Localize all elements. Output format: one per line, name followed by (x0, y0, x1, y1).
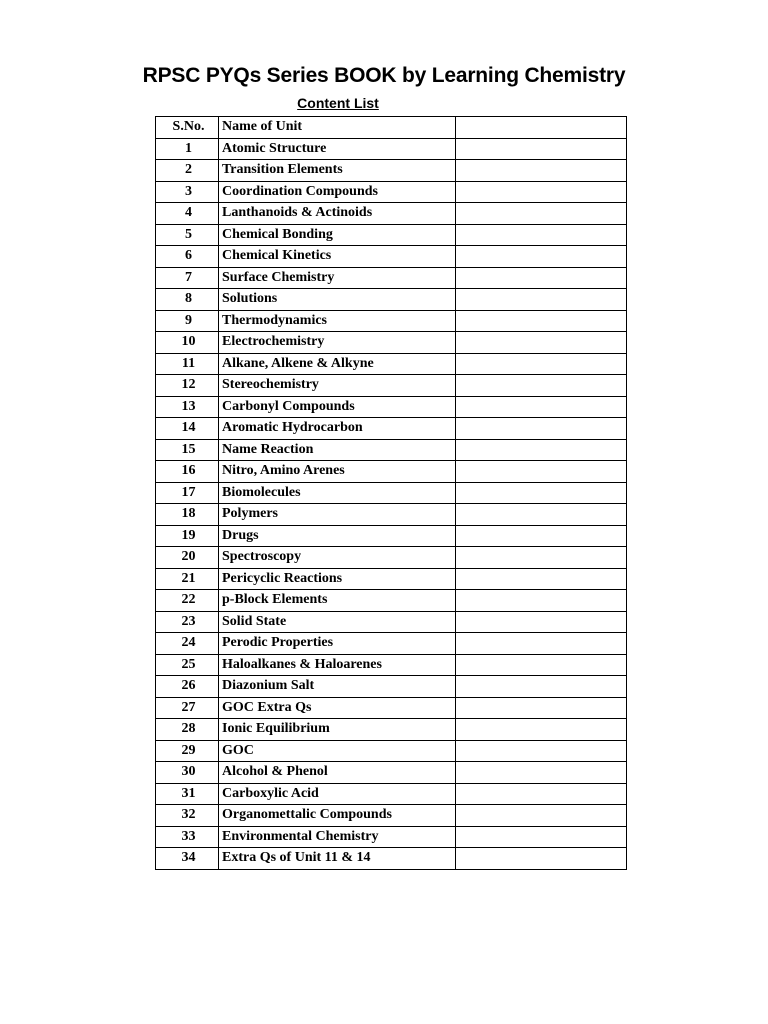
table-row (156, 418, 627, 440)
row-blank-cell (456, 547, 627, 569)
row-unit-name: Alkane, Alkene & Alkyne (219, 353, 456, 375)
table-row (156, 547, 627, 569)
table-row (156, 740, 627, 762)
table-row (156, 375, 627, 397)
row-unit-name: Electrochemistry (219, 332, 456, 354)
table-row (156, 289, 627, 311)
row-unit-name: GOC Extra Qs (219, 697, 456, 719)
row-sno: 30 (156, 762, 219, 784)
table-row (156, 826, 627, 848)
row-blank-cell (456, 719, 627, 741)
row-unit-name: Extra Qs of Unit 11 & 14 (219, 848, 456, 870)
row-sno: 28 (156, 719, 219, 741)
row-unit-name: Carbonyl Compounds (219, 396, 456, 418)
row-blank-cell (456, 525, 627, 547)
row-sno: 16 (156, 461, 219, 483)
row-sno: 31 (156, 783, 219, 805)
row-unit-name: Spectroscopy (219, 547, 456, 569)
table-row (156, 310, 627, 332)
table-row (156, 568, 627, 590)
row-sno: 12 (156, 375, 219, 397)
table-row (156, 611, 627, 633)
row-unit-name: Chemical Bonding (219, 224, 456, 246)
row-unit-name: Solid State (219, 611, 456, 633)
row-blank-cell (456, 138, 627, 160)
table-row (156, 676, 627, 698)
row-sno: 27 (156, 697, 219, 719)
table-row (156, 590, 627, 612)
row-unit-name: Environmental Chemistry (219, 826, 456, 848)
row-blank-cell (456, 482, 627, 504)
table-row (156, 224, 627, 246)
table-row (156, 181, 627, 203)
row-blank-cell (456, 633, 627, 655)
row-sno: 1 (156, 138, 219, 160)
row-unit-name: Organomettalic Compounds (219, 805, 456, 827)
row-blank-cell (456, 267, 627, 289)
row-unit-name: Ionic Equilibrium (219, 719, 456, 741)
table-row (156, 353, 627, 375)
row-sno: 17 (156, 482, 219, 504)
row-blank-cell (456, 568, 627, 590)
row-blank-cell (456, 676, 627, 698)
row-blank-cell (456, 805, 627, 827)
row-unit-name: Chemical Kinetics (219, 246, 456, 268)
row-blank-cell (456, 504, 627, 526)
table-header-row (156, 117, 627, 139)
table-row (156, 138, 627, 160)
row-blank-cell (456, 740, 627, 762)
row-unit-name: Solutions (219, 289, 456, 311)
row-blank-cell (456, 461, 627, 483)
row-unit-name: Drugs (219, 525, 456, 547)
table-row (156, 439, 627, 461)
row-sno: 19 (156, 525, 219, 547)
row-unit-name: Nitro, Amino Arenes (219, 461, 456, 483)
table-row (156, 805, 627, 827)
row-blank-cell (456, 353, 627, 375)
row-unit-name: Coordination Compounds (219, 181, 456, 203)
row-blank-cell (456, 203, 627, 225)
table-row (156, 525, 627, 547)
row-sno: 29 (156, 740, 219, 762)
row-unit-name: Surface Chemistry (219, 267, 456, 289)
table-row (156, 504, 627, 526)
header-blank (456, 117, 627, 139)
row-sno: 2 (156, 160, 219, 182)
row-sno: 13 (156, 396, 219, 418)
row-sno: 3 (156, 181, 219, 203)
table-row (156, 332, 627, 354)
row-unit-name: Alcohol & Phenol (219, 762, 456, 784)
row-unit-name: Biomolecules (219, 482, 456, 504)
row-unit-name: Perodic Properties (219, 633, 456, 655)
row-unit-name: GOC (219, 740, 456, 762)
table-body (156, 138, 627, 869)
row-unit-name: Stereochemistry (219, 375, 456, 397)
row-blank-cell (456, 181, 627, 203)
content-list-heading: Content List (297, 95, 379, 111)
table-row (156, 461, 627, 483)
table-row (156, 267, 627, 289)
table-row (156, 246, 627, 268)
row-sno: 18 (156, 504, 219, 526)
row-blank-cell (456, 246, 627, 268)
row-sno: 5 (156, 224, 219, 246)
row-sno: 7 (156, 267, 219, 289)
row-blank-cell (456, 375, 627, 397)
row-unit-name: Transition Elements (219, 160, 456, 182)
row-sno: 6 (156, 246, 219, 268)
table-row (156, 654, 627, 676)
row-unit-name: Carboxylic Acid (219, 783, 456, 805)
row-sno: 24 (156, 633, 219, 655)
row-unit-name: Polymers (219, 504, 456, 526)
row-blank-cell (456, 783, 627, 805)
row-unit-name: Aromatic Hydrocarbon (219, 418, 456, 440)
row-blank-cell (456, 396, 627, 418)
row-blank-cell (456, 224, 627, 246)
row-blank-cell (456, 654, 627, 676)
row-blank-cell (456, 332, 627, 354)
row-unit-name: Atomic Structure (219, 138, 456, 160)
table-row (156, 396, 627, 418)
row-sno: 25 (156, 654, 219, 676)
row-sno: 22 (156, 590, 219, 612)
table-row (156, 203, 627, 225)
table-row (156, 719, 627, 741)
row-blank-cell (456, 160, 627, 182)
row-sno: 26 (156, 676, 219, 698)
row-sno: 14 (156, 418, 219, 440)
table-row (156, 697, 627, 719)
row-blank-cell (456, 848, 627, 870)
table-row (156, 783, 627, 805)
row-sno: 9 (156, 310, 219, 332)
row-blank-cell (456, 697, 627, 719)
header-sno: S.No. (156, 117, 219, 139)
row-blank-cell (456, 762, 627, 784)
row-blank-cell (456, 439, 627, 461)
row-unit-name: Pericyclic Reactions (219, 568, 456, 590)
table-row (156, 633, 627, 655)
row-unit-name: Lanthanoids & Actinoids (219, 203, 456, 225)
row-sno: 20 (156, 547, 219, 569)
table-row (156, 482, 627, 504)
row-blank-cell (456, 611, 627, 633)
row-blank-cell (456, 590, 627, 612)
row-blank-cell (456, 826, 627, 848)
row-sno: 33 (156, 826, 219, 848)
header-unit-name: Name of Unit (219, 117, 456, 139)
row-sno: 34 (156, 848, 219, 870)
table-row (156, 762, 627, 784)
row-unit-name: Thermodynamics (219, 310, 456, 332)
row-blank-cell (456, 418, 627, 440)
row-blank-cell (456, 289, 627, 311)
row-sno: 8 (156, 289, 219, 311)
row-unit-name: Name Reaction (219, 439, 456, 461)
content-table (155, 116, 627, 870)
document-title: RPSC PYQs Series BOOK by Learning Chemistry (142, 64, 626, 87)
row-sno: 4 (156, 203, 219, 225)
row-sno: 11 (156, 353, 219, 375)
row-sno: 21 (156, 568, 219, 590)
row-sno: 10 (156, 332, 219, 354)
row-blank-cell (456, 310, 627, 332)
row-unit-name: p-Block Elements (219, 590, 456, 612)
row-sno: 23 (156, 611, 219, 633)
table-row (156, 848, 627, 870)
table-row (156, 160, 627, 182)
row-unit-name: Haloalkanes & Haloarenes (219, 654, 456, 676)
row-unit-name: Diazonium Salt (219, 676, 456, 698)
row-sno: 32 (156, 805, 219, 827)
row-sno: 15 (156, 439, 219, 461)
